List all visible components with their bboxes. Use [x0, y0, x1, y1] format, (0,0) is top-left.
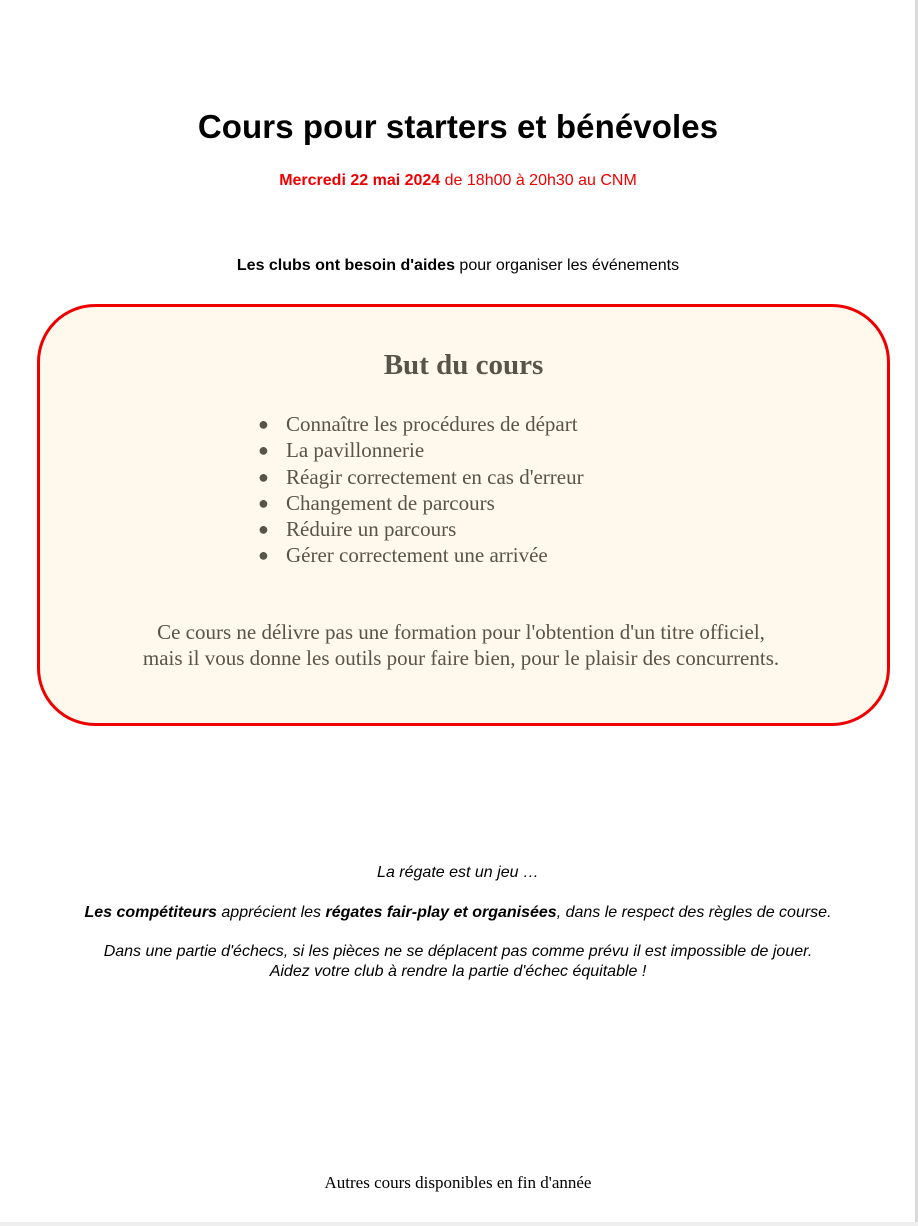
list-item-text: Réduire un parcours [286, 517, 457, 542]
list-item-text: Gérer correctement une arrivée [286, 543, 548, 568]
course-note [40, 619, 882, 671]
list-item [258, 490, 584, 516]
bullet-icon: ● [258, 519, 269, 540]
chess-line1: Dans une partie d'échecs, si les pièces ne se déplacent pas comme prévu il est impossible de jouer. [103, 943, 813, 960]
competitors-end: , dans le respect des règles de course. [556, 904, 832, 921]
regatta-game-line: La régate est un jeu … [377, 864, 539, 881]
chess-line2: Aidez votre club à rendre la partie d'échec équitable ! [269, 963, 647, 980]
course-note-line1: Ce cours ne délivre pas une formation pour l'obtention d'un titre officiel, [157, 620, 765, 644]
course-goal-title: But du cours [383, 349, 544, 381]
list-item-text: La pavillonnerie [286, 438, 425, 463]
list-item [258, 542, 584, 568]
course-note-line2: mais il vous donne les outils pour faire bien, pour le plaisir des concurrents. [142, 646, 780, 670]
course-goal-box [37, 304, 890, 726]
bullet-icon: ● [258, 466, 269, 487]
competitors-line [0, 904, 916, 922]
list-item-text: Connaître les procédures de départ [286, 412, 578, 436]
list-item [258, 516, 584, 542]
bullet-icon: ● [258, 545, 269, 566]
chess-analogy [0, 942, 916, 982]
page-title: Cours pour starters et bénévoles [197, 108, 719, 145]
list-item-text: Réagir correctement en cas d'erreur [286, 464, 584, 489]
list-item [258, 464, 584, 490]
event-date-line [0, 172, 916, 190]
competitors-bold: Les compétiteurs [84, 904, 217, 921]
event-date: Mercredi 22 mai 2024 [279, 172, 441, 189]
event-time-place: de 18h00 à 20h30 au CNM [440, 172, 637, 189]
page-bottom-edge [0, 1222, 918, 1226]
bullet-icon: ● [258, 440, 269, 461]
list-item [258, 411, 584, 437]
footer-note: Autres cours disponibles en fin d'année [324, 1173, 592, 1192]
list-item [258, 437, 584, 463]
clubs-need-help-bold: Les clubs ont besoin d'aides [236, 257, 455, 274]
course-goal-list [258, 411, 584, 569]
bullet-icon: ● [258, 492, 269, 513]
list-item-text: Changement de parcours [286, 490, 495, 515]
clubs-need-help-rest: pour organiser les événements [454, 257, 680, 274]
bullet-icon: ● [258, 414, 269, 434]
clubs-need-help-line [0, 257, 916, 275]
regattas-bold: régates fair-play et organisées [325, 904, 557, 921]
competitors-mid: apprécient les [216, 904, 326, 921]
